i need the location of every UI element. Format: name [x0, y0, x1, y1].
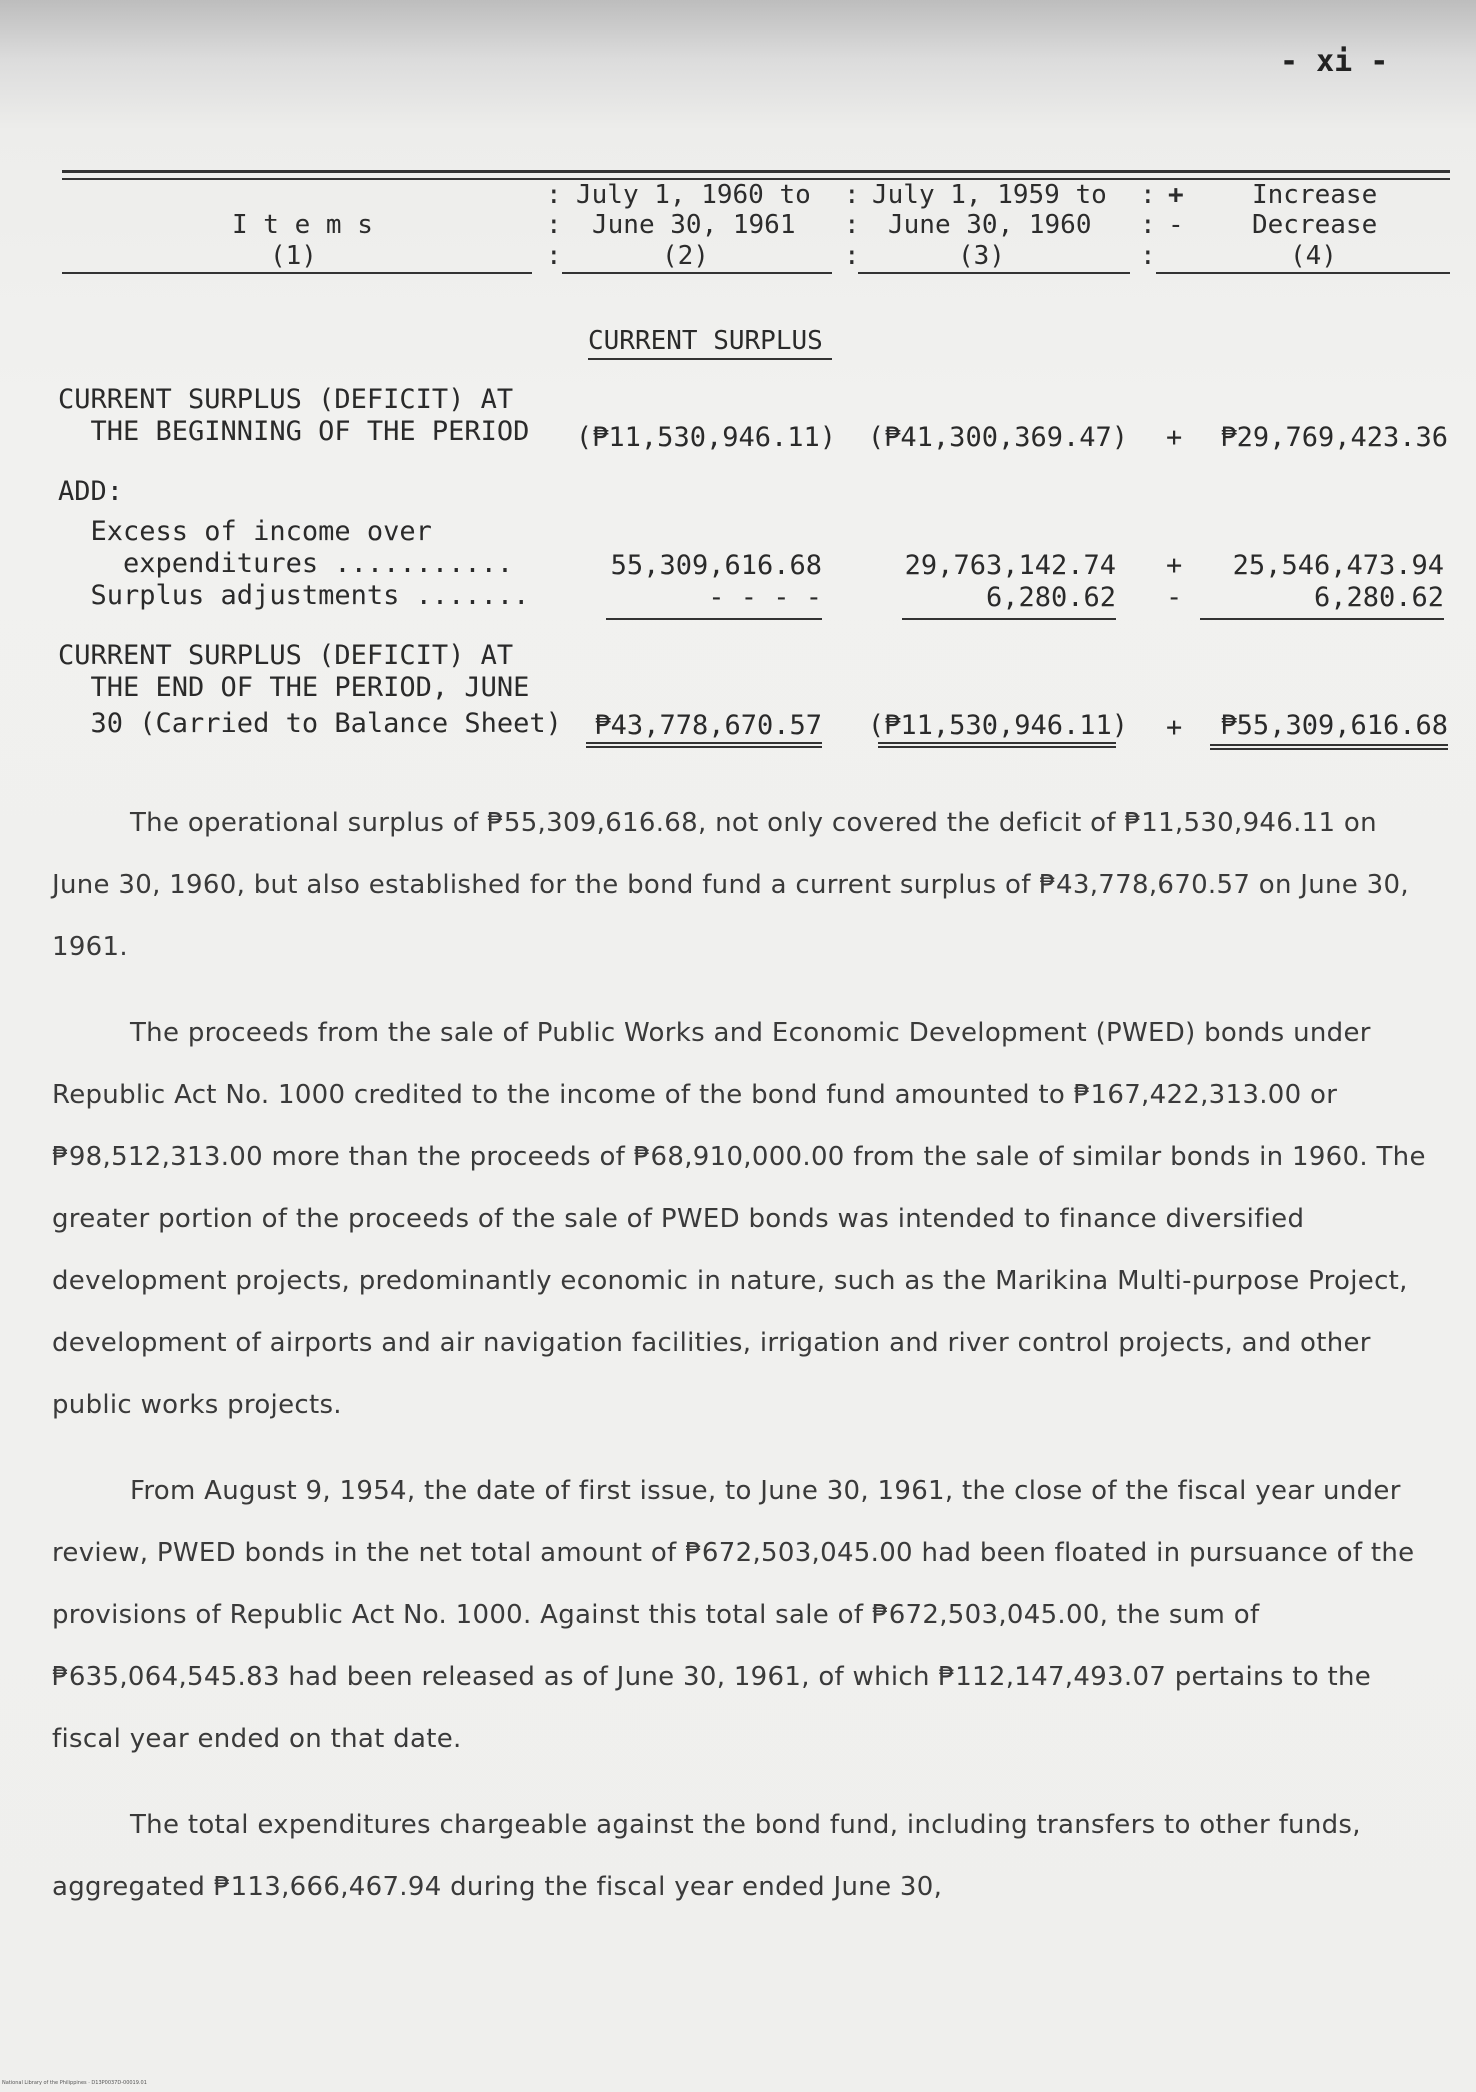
- row-end-change: ₱55,309,616.68: [1220, 710, 1448, 741]
- header-plus-sign: +: [1168, 180, 1184, 210]
- row-excess-prior: 29,763,142.74: [904, 550, 1116, 581]
- header-period-current-line1: July 1, 1960 to: [576, 180, 811, 210]
- header-period-current-num: (2): [662, 241, 709, 271]
- row-excess-label2: expenditures ...........: [58, 548, 514, 579]
- page-number: - xi -: [1280, 44, 1389, 79]
- row-beginning-prior: (₱41,300,369.47): [867, 422, 1128, 453]
- row-excess-label1: Excess of income over: [58, 516, 432, 547]
- total-double-underline-col2: [586, 742, 822, 748]
- separator: :: [546, 210, 562, 240]
- row-adjustments-sign: -: [1166, 582, 1183, 613]
- total-double-underline-col4: [1210, 744, 1448, 750]
- row-adjustments-change: 6,280.62: [1313, 582, 1444, 613]
- header-period-current-line2: June 30, 1961: [592, 210, 796, 240]
- separator: :: [844, 210, 860, 240]
- paragraph: The total expenditures chargeable against the bond fund, including transfers to other funds, aggregated ₱113,666,467.94 during the fiscal year ended June 30,: [52, 1810, 1361, 1902]
- row-adjustments-current: - - - -: [708, 582, 822, 613]
- section-title: CURRENT SURPLUS: [588, 326, 823, 356]
- header-underline-col4: [1156, 272, 1450, 274]
- add-label: ADD:: [58, 476, 124, 507]
- row-adjustments-prior: 6,280.62: [985, 582, 1116, 613]
- header-underline-col3: [858, 272, 1130, 274]
- separator: :: [844, 241, 860, 271]
- row-beginning-sign: +: [1166, 422, 1183, 453]
- row-end-current: ₱43,778,670.57: [594, 710, 822, 741]
- header-items-num: (1): [270, 241, 317, 271]
- subtotal-underline-col2: [606, 618, 822, 620]
- header-minus-sign: -: [1168, 210, 1184, 240]
- row-beginning-label1: CURRENT SURPLUS (DEFICIT) AT: [58, 384, 514, 415]
- row-excess-change: 25,546,473.94: [1232, 550, 1444, 581]
- row-excess-sign: +: [1166, 550, 1183, 581]
- separator: :: [1140, 210, 1156, 240]
- header-change-num: (4): [1290, 241, 1337, 271]
- section-title-underline: [588, 358, 832, 360]
- paragraph: The proceeds from the sale of Public Works and Economic Development (PWED) bonds under Republic Act No. 1000 credited to the income of the bond fund amounted to ₱167,422,313.00 or ₱98,512,313.00 more than the proceeds of ₱68,910,000.00 from the sale of similar bonds in 1960. The greater portion of the proceeds of the sale of PWED bonds was intended to finance diversified development projects, predominantly economic in nature, such as the Marikina Multi-purpose Project, development of airports and air navigation facilities, irrigation and river control projects, and other public works projects.: [52, 1018, 1426, 1420]
- header-underline-col1: [62, 272, 532, 274]
- subtotal-underline-col3: [902, 618, 1116, 620]
- header-underline-col2: [562, 272, 832, 274]
- header-period-prior-num: (3): [958, 241, 1005, 271]
- total-double-underline-col3: [878, 742, 1116, 748]
- table-top-rule: [62, 170, 1450, 173]
- row-end-prior: (₱11,530,946.11): [867, 710, 1128, 741]
- footer-credit: National Library of the Philippines · D13P0037D-00019.01: [2, 2080, 147, 2086]
- paragraph: The operational surplus of ₱55,309,616.68, not only covered the deficit of ₱11,530,946.11 on June 30, 1960, but also established for the bond fund a current surplus of ₱43,778,670.57 on June 30, 1961.: [52, 808, 1409, 962]
- row-beginning-current: (₱11,530,946.11): [575, 422, 836, 453]
- row-end-label1: CURRENT SURPLUS (DEFICIT) AT: [58, 640, 514, 671]
- header-period-prior-line1: July 1, 1959 to: [872, 180, 1107, 210]
- subtotal-underline-col4: [1200, 618, 1444, 620]
- row-excess-current: 55,309,616.68: [610, 550, 822, 581]
- separator: :: [1140, 241, 1156, 271]
- row-end-label2: THE END OF THE PERIOD, JUNE: [58, 672, 530, 703]
- separator: :: [546, 241, 562, 271]
- paragraph: From August 9, 1954, the date of first issue, to June 30, 1961, the close of the fiscal year under review, PWED bonds in the net total amount of ₱672,503,045.00 had been floated in pursuance of the provisions of Republic Act No. 1000. Against this total sale of ₱672,503,045.00, the sum of ₱635,064,545.83 had been released as of June 30, 1961, of which ₱112,147,493.07 pertains to the fiscal year ended on that date.: [52, 1476, 1415, 1754]
- header-increase: Increase: [1252, 180, 1378, 210]
- separator: :: [844, 180, 860, 210]
- separator: :: [1140, 180, 1156, 210]
- body-text: [52, 792, 1432, 1918]
- row-beginning-label2: THE BEGINNING OF THE PERIOD: [58, 416, 530, 447]
- row-adjustments-label: Surplus adjustments .......: [58, 580, 530, 611]
- row-end-label3: 30 (Carried to Balance Sheet): [58, 708, 562, 739]
- row-beginning-change: ₱29,769,423.36: [1220, 422, 1448, 453]
- header-period-prior-line2: June 30, 1960: [888, 210, 1092, 240]
- separator: :: [546, 180, 562, 210]
- header-items: I t e m s: [232, 210, 373, 240]
- header-decrease: Decrease: [1252, 210, 1378, 240]
- row-end-sign: +: [1166, 712, 1183, 743]
